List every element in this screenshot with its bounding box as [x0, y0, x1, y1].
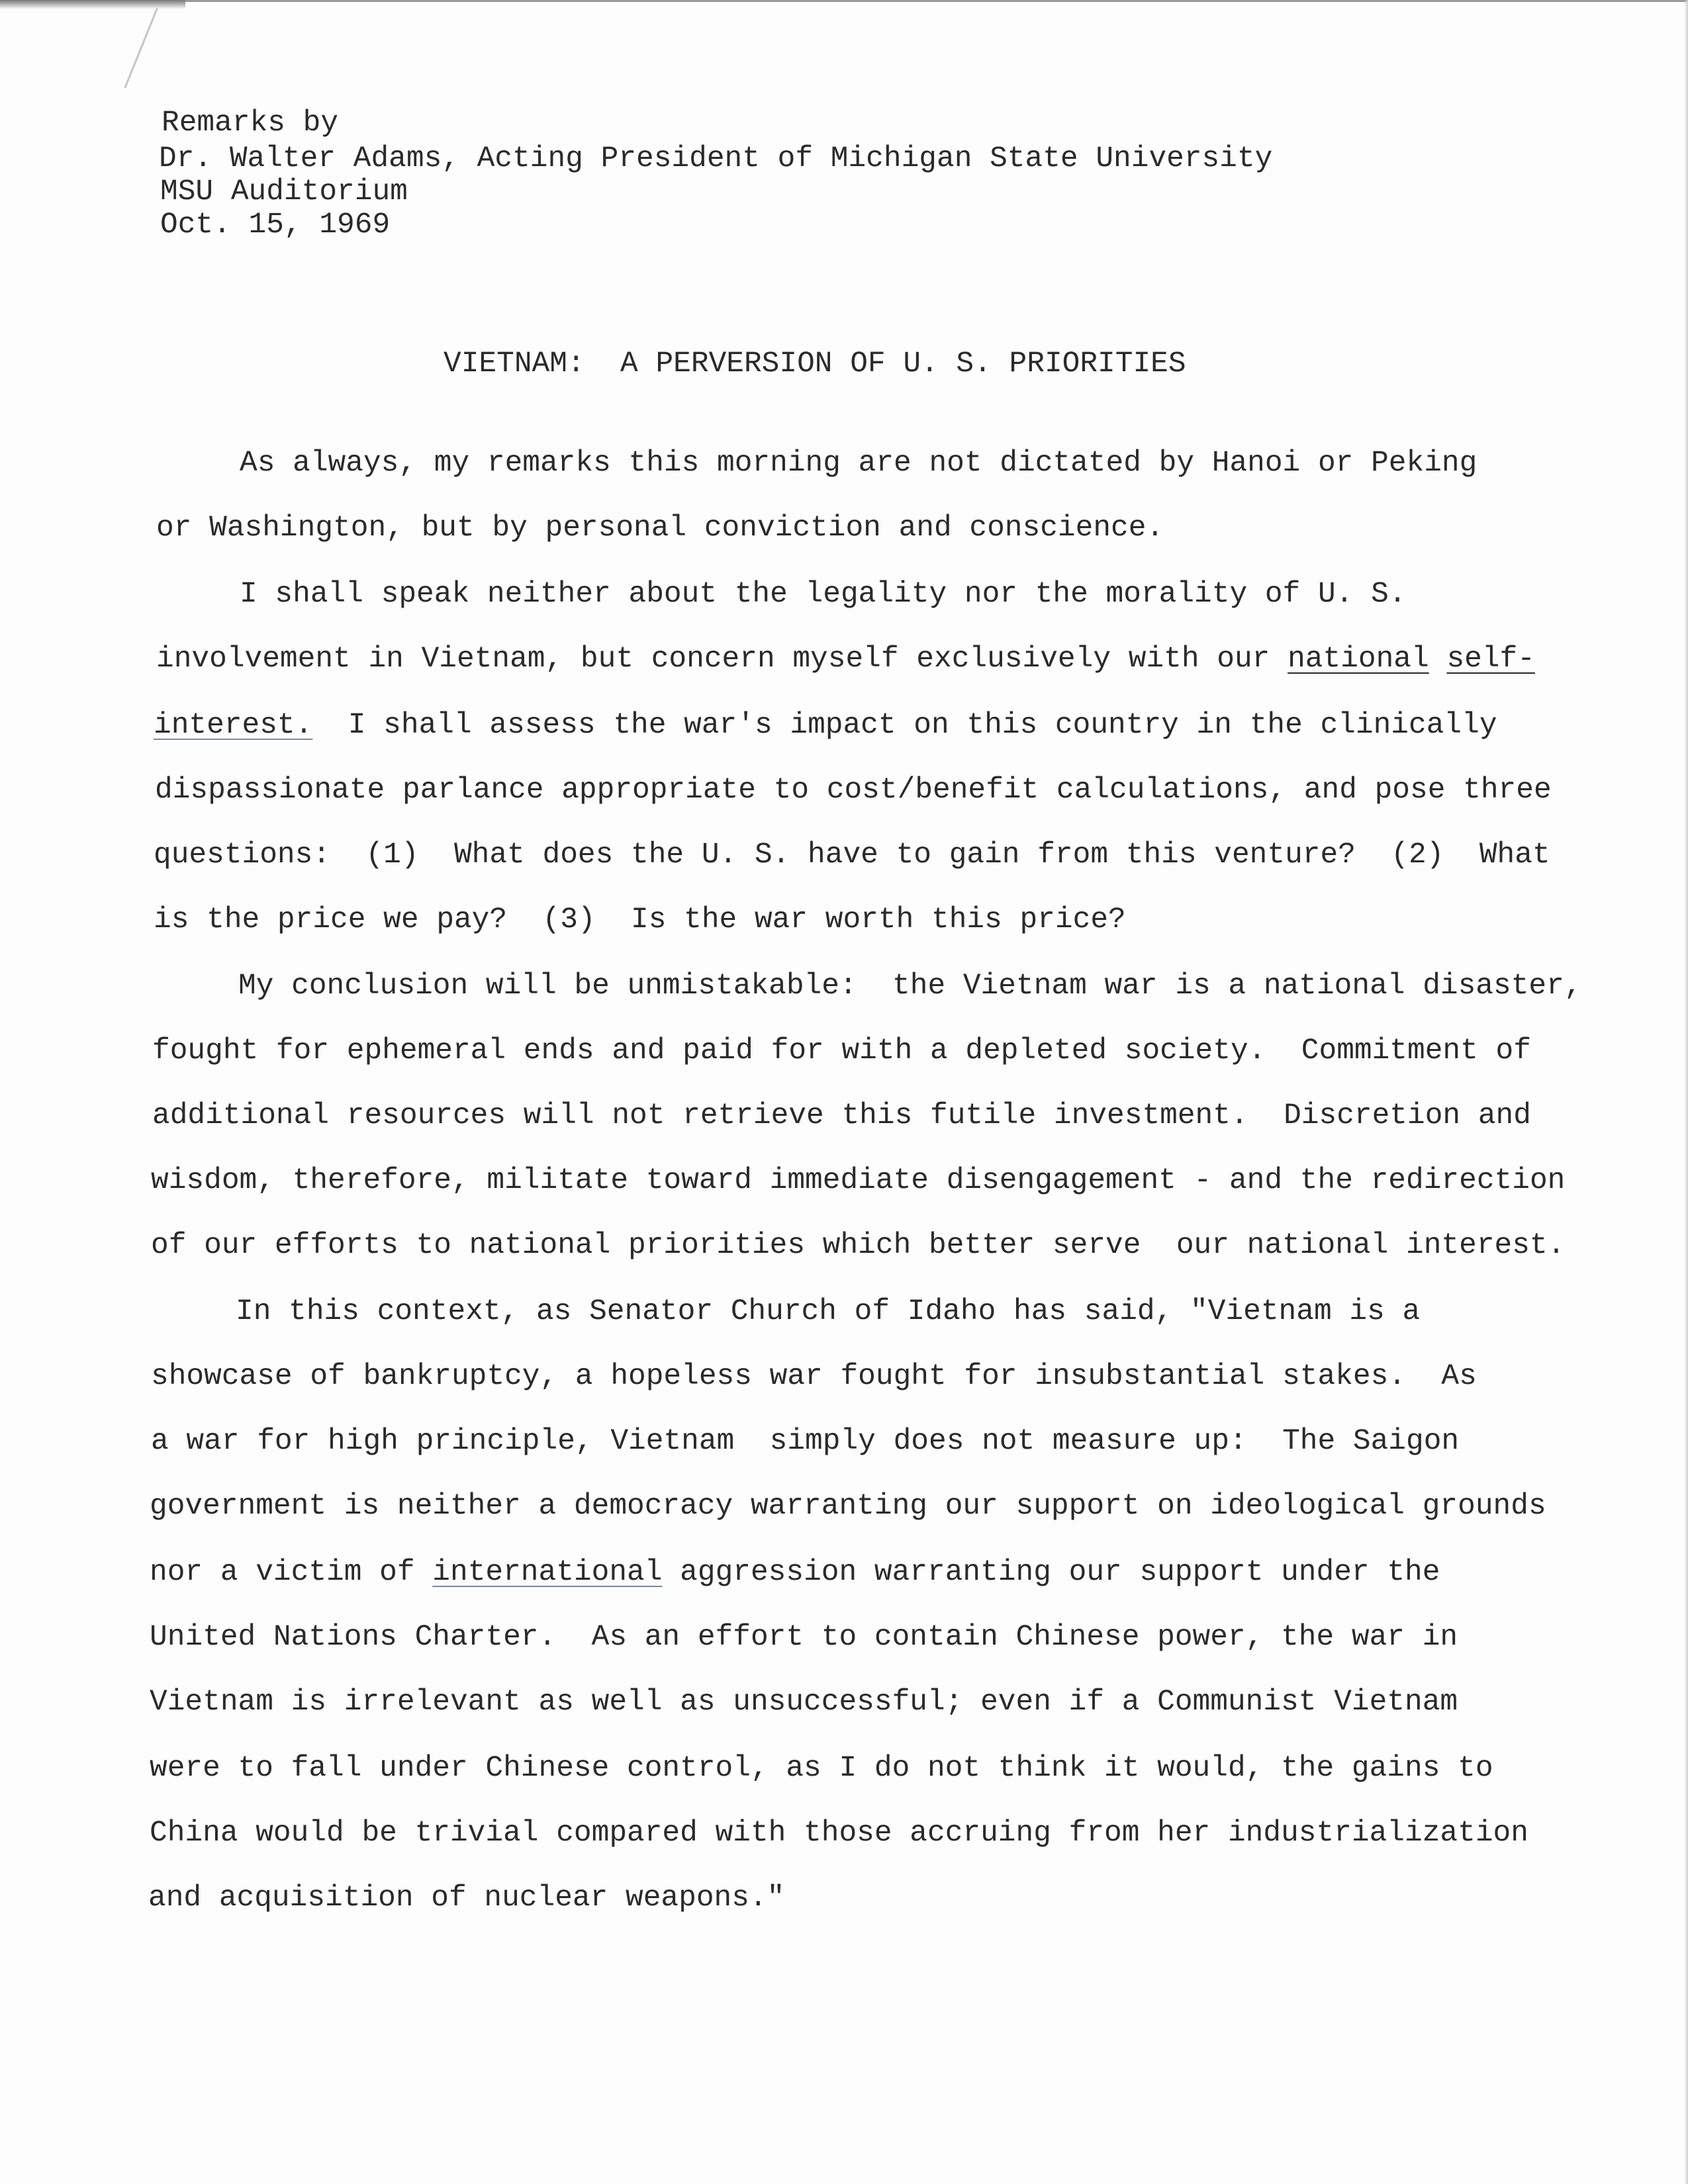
paragraph-4-line-10: and acquisition of nuclear weapons."	[148, 1882, 785, 1915]
paragraph-4-line-9: China would be trivial compared with those accruing from her industrialization	[150, 1817, 1528, 1850]
paragraph-3-line-5: of our efforts to national priorities which better serve our national interest.	[151, 1229, 1566, 1262]
scan-edge-right	[1684, 0, 1688, 2184]
paragraph-2-line-4: dispassionate parlance appropriate to cost/benefit calculations, and pose three	[155, 774, 1552, 807]
paragraph-2-line-2	[156, 642, 1535, 676]
paragraph-1-line-2: or Washington, but by personal conviction and conscience.	[156, 512, 1164, 545]
paragraph-4-line-7: Vietnam is irrelevant as well as unsuccessful; even if a Communist Vietnam	[150, 1686, 1458, 1719]
paragraph-4-line-1: In this context, as Senator Church of Idaho has said, "Vietnam is a	[236, 1295, 1421, 1328]
header-line-speaker: Dr. Walter Adams, Acting President of Michigan State University	[159, 142, 1273, 175]
header-line-remarks: Remarks by	[162, 107, 339, 140]
paragraph-3-line-3: additional resources will not retrieve this futile investment. Discretion and	[152, 1099, 1531, 1132]
paragraph-4-line-2: showcase of bankruptcy, a hopeless war fought for insubstantial stakes. As	[151, 1360, 1477, 1393]
paragraph-3-line-4: wisdom, therefore, militate toward immediate disengagement - and the redirection	[151, 1164, 1566, 1197]
paragraph-4-line-4: government is neither a democracy warranting our support on ideological grounds	[150, 1490, 1546, 1523]
scan-edge-top	[185, 0, 1688, 2]
paragraph-3-line-2: fought for ephemeral ends and paid for with a depleted society. Commitment of	[152, 1034, 1531, 1068]
paragraph-4-line-5	[150, 1555, 1440, 1590]
header-line-date: Oct. 15, 1969	[160, 208, 391, 242]
paragraph-4-line-5-text-b: aggression warranting our support under the	[662, 1556, 1440, 1589]
paragraph-3-line-1: My conclusion will be unmistakable: the Vietnam war is a national disaster,	[238, 970, 1582, 1003]
paragraph-4-line-8: were to fall under Chinese control, as I do not think it would, the gains to	[150, 1752, 1493, 1785]
paragraph-2-line-1: I shall speak neither about the legality nor the morality of U. S.	[240, 578, 1407, 611]
underlined-international: international	[432, 1556, 663, 1589]
paragraph-2-line-2-text: involvement in Vietnam, but concern myself exclusively with our	[156, 643, 1288, 676]
paragraph-2-line-3	[154, 708, 1497, 743]
paragraph-4-line-3: a war for high principle, Vietnam simply does not measure up: The Saigon	[151, 1425, 1460, 1458]
paragraph-2-line-2-space	[1429, 643, 1447, 676]
paper-fold-mark	[124, 8, 158, 89]
underlined-national: national	[1288, 643, 1429, 676]
paragraph-2-line-5: questions: (1) What does the U. S. have to gain from this venture? (2) What	[154, 839, 1550, 872]
document-title: VIETNAM: A PERVERSION OF U. S. PRIORITIES	[444, 347, 1186, 381]
paragraph-2-line-3-text: I shall assess the war's impact on this country in the clinically	[312, 709, 1497, 742]
paragraph-2-line-6: is the price we pay? (3) Is the war worth this price?	[154, 903, 1126, 936]
underlined-self: self-	[1446, 643, 1535, 676]
paragraph-1-line-1: As always, my remarks this morning are not dictated by Hanoi or Peking	[240, 447, 1477, 480]
header-line-venue: MSU Auditorium	[160, 175, 408, 208]
paragraph-4-line-6: United Nations Charter. As an effort to contain Chinese power, the war in	[150, 1621, 1458, 1654]
paragraph-4-line-5-text-a: nor a victim of	[150, 1556, 433, 1589]
underlined-interest: interest.	[154, 709, 313, 742]
